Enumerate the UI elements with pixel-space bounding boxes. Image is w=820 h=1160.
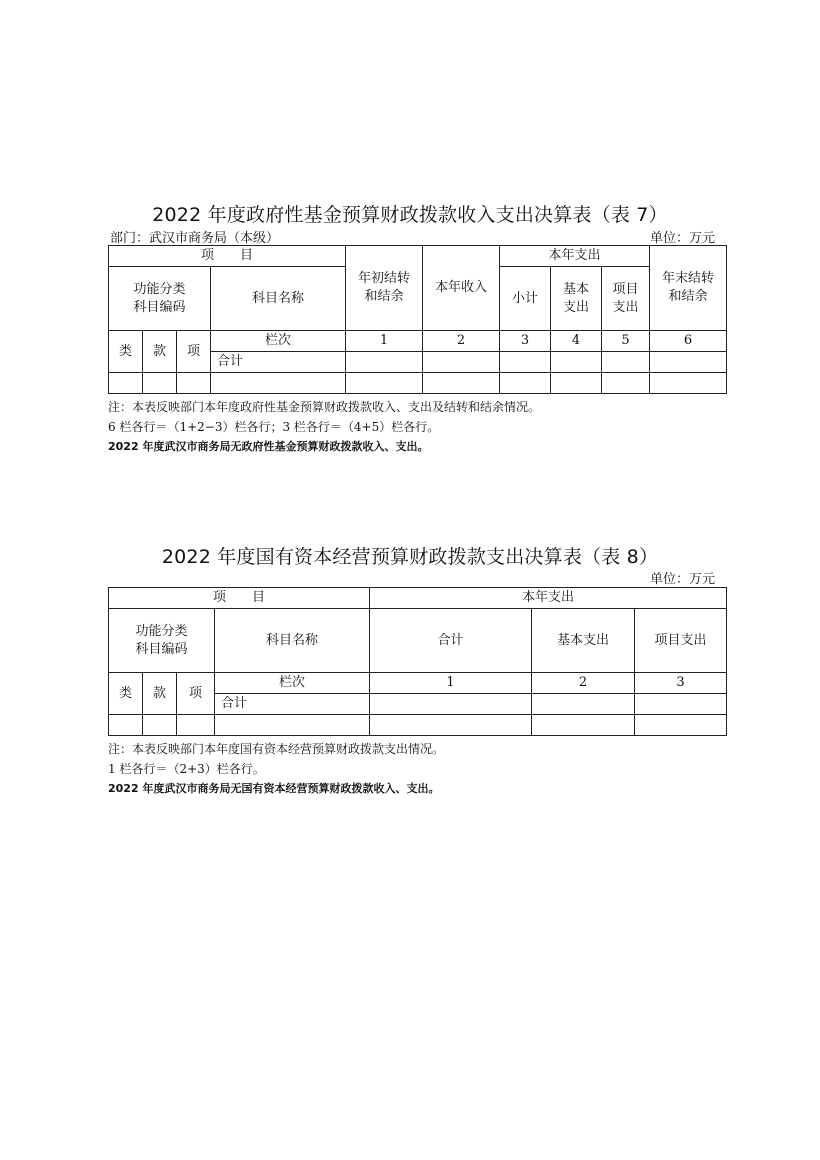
header-current-expense: 本年支出 [370,588,727,609]
header-func-code: 功能分类 科目编码 [109,267,211,331]
empty-cell [346,373,423,394]
empty-cell [143,715,177,736]
table8-unit: 单位：万元 [650,572,716,587]
header-column-no: 栏次 [211,331,346,352]
empty-cell [346,352,423,373]
table8-note-1: 注：本表反映部门本年度国有资本经营预算财政拨款支出情况。 [108,742,445,756]
empty-cell [602,352,650,373]
header-item: 项 目 [109,588,370,609]
empty-cell [109,373,143,394]
header-kuan: 款 [143,331,177,373]
table8-statement: 2022 年度武汉市商务局无国有资本经营预算财政拨款收入、支出。 [108,782,440,795]
header-subject-name: 科目名称 [211,267,346,331]
header-xiang: 项 [177,331,211,373]
table7-empty-row [109,373,727,394]
header-current-expense: 本年支出 [500,246,650,267]
header-begin-balance: 年初结转 和结余 [346,246,423,331]
table7-unit: 单位：万元 [650,231,716,246]
empty-cell [532,694,635,715]
header-column-no: 栏次 [215,673,370,694]
table8-header-row-1 [109,588,727,609]
empty-cell [602,373,650,394]
empty-cell [109,715,143,736]
table7-title: 2022 年度政府性基金预算财政拨款收入支出决算表（表 7） [152,204,668,226]
col-number: 2 [532,673,635,694]
empty-cell [423,373,500,394]
table8-empty-row [109,715,727,736]
header-basic: 基本支出 [532,609,635,673]
empty-cell [500,352,551,373]
total-label: 合计 [215,694,370,715]
empty-cell [177,373,211,394]
empty-cell [211,373,346,394]
table7-header-row-1 [109,246,727,267]
table7-department: 部门：武汉市商务局（本级） [110,231,280,246]
table8-header-row-2 [109,609,727,673]
col-number: 4 [551,331,602,352]
col-number: 3 [500,331,551,352]
empty-cell [143,373,177,394]
empty-cell [635,694,727,715]
header-total: 合计 [370,609,532,673]
table7 [108,245,727,394]
empty-cell [423,352,500,373]
table7-note-1: 注：本表反映部门本年度政府性基金预算财政拨款收入、支出及结转和结余情况。 [108,400,541,414]
header-project: 项目 支出 [602,267,650,331]
empty-cell [500,373,551,394]
col-number: 5 [602,331,650,352]
empty-cell [370,694,532,715]
table8-column-number-row [109,673,727,694]
header-subject-name: 科目名称 [215,609,370,673]
col-number: 6 [650,331,727,352]
empty-cell [532,715,635,736]
table7-statement: 2022 年度武汉市商务局无政府性基金预算财政拨款收入、支出。 [108,440,429,453]
col-number: 1 [370,673,532,694]
empty-cell [177,715,215,736]
table8-title: 2022 年度国有资本经营预算财政拨款支出决算表（表 8） [161,546,659,568]
header-kuan: 款 [143,673,177,715]
empty-cell [370,715,532,736]
header-income: 本年收入 [423,246,500,331]
empty-cell [551,373,602,394]
empty-cell [551,352,602,373]
table8-note-2: 1 栏各行＝（2+3）栏各行。 [108,762,265,776]
header-project: 项目支出 [635,609,727,673]
table7-note-2: 6 栏各行＝（1+2−3）栏各行；3 栏各行＝（4+5）栏各行。 [108,420,440,434]
table8 [108,587,727,736]
table7-column-number-row [109,331,727,352]
header-basic: 基本 支出 [551,267,602,331]
col-number: 2 [423,331,500,352]
header-end-balance: 年末结转 和结余 [650,246,727,331]
header-func-code: 功能分类 科目编码 [109,609,215,673]
empty-cell [635,715,727,736]
total-label: 合计 [211,352,346,373]
empty-cell [215,715,370,736]
empty-cell [650,373,727,394]
header-lei: 类 [109,331,143,373]
header-xiang: 项 [177,673,215,715]
header-lei: 类 [109,673,143,715]
header-item: 项 目 [109,246,346,267]
header-subtotal: 小计 [500,267,551,331]
empty-cell [650,352,727,373]
col-number: 1 [346,331,423,352]
col-number: 3 [635,673,727,694]
